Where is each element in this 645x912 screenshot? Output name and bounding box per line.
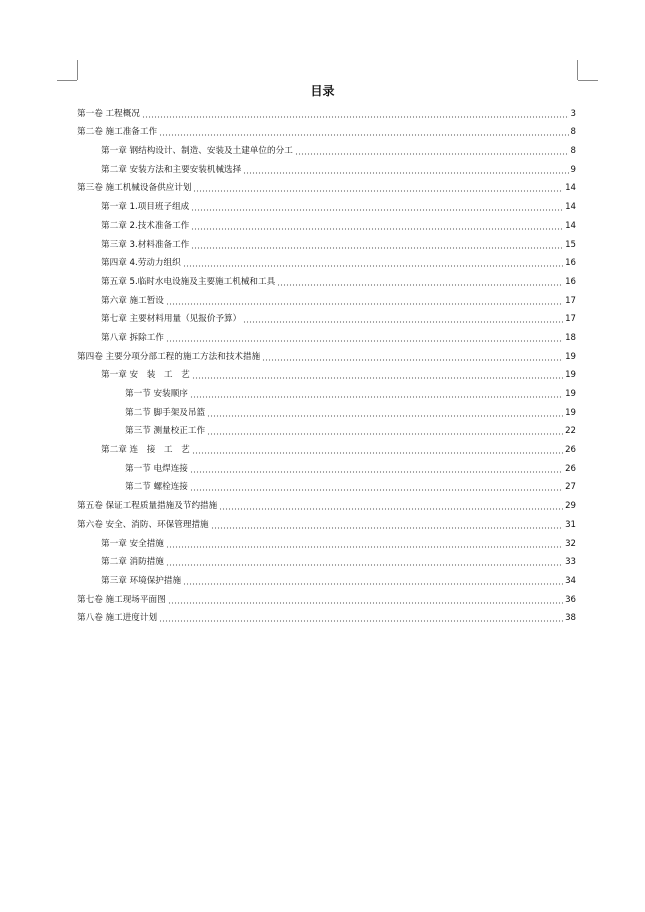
toc-page-number: 16 [565,258,576,269]
toc-dot-leader [192,377,563,379]
toc-page-number: 26 [565,445,576,456]
toc-page-number: 14 [565,202,576,213]
toc-dot-leader [295,153,569,155]
page-title: 目录 [310,84,335,98]
toc-dot-leader [159,620,563,622]
toc-entry-title: 第七卷 施工现场平面图 [77,594,166,605]
toc-entry[interactable] [77,251,576,270]
toc-page-number: 17 [565,314,576,325]
toc-entry[interactable] [77,363,576,382]
toc-page-number: 15 [565,239,576,250]
toc-entry-title: 第一章 安全措施 [101,538,164,549]
toc-entry[interactable] [77,101,576,120]
toc-entry-title: 第二章 消防措施 [101,557,164,568]
toc-page-number: 19 [565,389,576,399]
toc-dot-leader [191,247,563,249]
toc-entry[interactable] [77,344,576,363]
toc-page-number: 14 [565,183,576,194]
toc-entry-title: 第一章 1.项目班子组成 [101,202,190,213]
toc-page-number: 8 [570,146,576,157]
toc-dot-leader [190,489,563,491]
toc-dot-leader [166,340,563,342]
toc-page-number: 38 [565,613,576,624]
toc-page-number: 19 [565,407,576,418]
toc-entry[interactable] [77,568,576,587]
toc-page-number: 3 [570,108,576,119]
toc-dot-leader [193,190,563,192]
toc-entry-title: 第三章 环境保护措施 [101,575,182,586]
toc-dot-leader [190,396,563,398]
toc-dot-leader [219,508,563,510]
toc-dot-leader [243,172,568,174]
toc-page-number: 26 [565,463,576,474]
toc-page-number: 19 [565,370,576,381]
toc-entry[interactable] [77,325,576,344]
toc-entry-title: 第二章 2.技术准备工作 [101,220,190,231]
toc-dot-leader [166,303,563,305]
toc-dot-leader [191,209,563,211]
toc-page-number: 8 [570,127,576,138]
toc-page-number: 14 [565,220,576,231]
toc-dot-leader [262,359,563,361]
toc-page-number: 29 [565,501,576,512]
toc-entry-title: 第三卷 施工机械设备供应计划 [77,183,192,194]
toc-entry-title: 第二节 螺栓连接 [125,482,188,493]
toc-entry[interactable] [77,120,576,139]
toc-dot-leader [166,564,563,566]
toc-dot-leader [207,433,563,435]
toc-dot-leader [166,546,563,548]
toc-dot-leader [192,452,563,454]
toc-dot-leader [277,284,563,286]
toc-page-number: 33 [565,557,576,568]
toc-page-number: 17 [565,295,576,306]
toc-entry-title: 第二章 连 接 工 艺 [101,445,190,456]
toc-page-number: 27 [565,482,576,493]
toc-dot-leader [159,134,568,136]
toc-entry[interactable] [77,550,576,569]
toc-page-number: 18 [565,332,576,343]
toc-dot-leader [168,602,563,604]
toc-entry[interactable] [77,512,576,531]
toc-entry-title: 第二卷 施工准备工作 [77,127,158,138]
toc-entry[interactable] [77,456,576,475]
toc-entry[interactable] [77,587,576,606]
toc-entry[interactable] [77,213,576,232]
toc-entry-title: 第一章 钢结构设计、制造、安装及土建单位的分工 [101,146,293,157]
toc-entry[interactable] [77,307,576,326]
toc-dot-leader [190,471,563,473]
page-corner-mark-top-right [578,80,598,81]
toc-entry[interactable] [77,437,576,456]
toc-entry-title: 第三章 3.材料准备工作 [101,239,190,250]
toc-entry[interactable] [77,269,576,288]
toc-entry-title: 第二节 脚手架及吊篮 [125,407,206,418]
toc-dot-leader [142,116,569,118]
toc-page-number: 36 [565,594,576,605]
toc-entry[interactable] [77,606,576,625]
toc-dot-leader [207,415,563,417]
toc-entry[interactable] [77,381,576,400]
toc-dot-leader [191,228,563,230]
toc-dot-leader [243,321,563,323]
toc-entry-title: 第五卷 保证工程质量措施及节约措施 [77,501,218,512]
toc-page-number: 9 [570,164,576,175]
toc-page-number: 31 [565,519,576,530]
toc-entry-title: 第三节 测量校正工作 [125,426,206,437]
toc-entry[interactable] [77,288,576,307]
toc-entry-title: 第八卷 施工进度计划 [77,613,158,624]
toc-dot-leader [183,583,563,585]
toc-entry-title: 第二章 安装方法和主要安装机械选择 [101,164,242,175]
toc-entry[interactable] [77,232,576,251]
page-corner-mark-top-left [57,80,77,81]
page-corner-mark-top-right [577,60,578,80]
toc-entry-title: 第五章 5.临时水电设施及主要施工机械和工具 [101,276,276,287]
toc-entry-title: 第一卷 工程概况 [77,108,140,119]
toc-entry-title: 第一节 安装顺序 [125,389,188,399]
toc-entry-title: 第一章 安 装 工 艺 [101,370,190,381]
table-of-contents [77,101,576,624]
toc-entry-title: 第四卷 主要分项分部工程的施工方法和技术措施 [77,351,261,362]
toc-entry[interactable] [77,138,576,157]
toc-entry[interactable] [77,419,576,438]
toc-page-number: 34 [565,575,576,586]
toc-entry[interactable] [77,475,576,494]
toc-page-number: 19 [565,351,576,362]
page-corner-mark-top-left [77,60,78,80]
toc-entry[interactable] [77,400,576,419]
toc-entry-title: 第六卷 安全、消防、环保管理措施 [77,519,209,530]
toc-entry[interactable] [77,157,576,176]
toc-entry[interactable] [77,531,576,550]
toc-dot-leader [211,527,563,529]
toc-entry-title: 第八章 拆除工作 [101,332,164,343]
toc-entry-title: 第一节 电焊连接 [125,463,188,474]
toc-entry[interactable] [77,493,576,512]
toc-dot-leader [183,265,563,267]
toc-entry[interactable] [77,194,576,213]
toc-page-number: 16 [565,276,576,287]
toc-page-number: 22 [565,426,576,437]
toc-entry-title: 第四章 4.劳动力组织 [101,258,181,269]
toc-page-number: 32 [565,538,576,549]
toc-entry-title: 第七章 主要材料用量（见报价予算） [101,314,242,325]
toc-entry-title: 第六章 施工暂设 [101,295,164,306]
toc-entry[interactable] [77,176,576,195]
